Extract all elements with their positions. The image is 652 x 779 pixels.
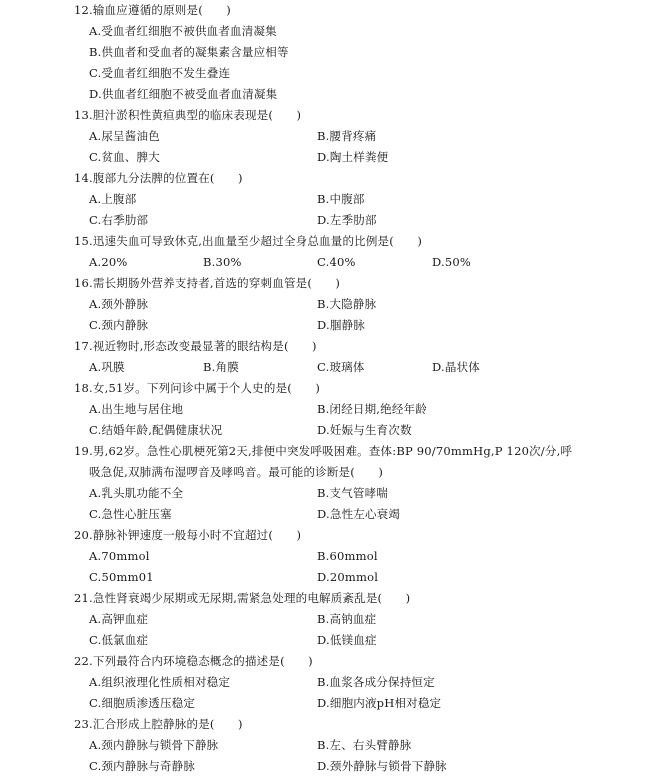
question-21-option-d: D.低镁血症 (317, 633, 377, 647)
question-16-option-a: A.颈外静脉 (89, 297, 149, 311)
question-19-option-d: D.急性左心衰竭 (317, 507, 401, 521)
question-21-option-c: C.低氯血症 (89, 633, 149, 647)
question-23-stem: 23.汇合形成上腔静脉的是( ) (74, 717, 243, 731)
question-14-option-b: B.中腹部 (317, 192, 365, 206)
question-22-option-b: B.血浆各成分保持恒定 (317, 675, 435, 689)
question-17-option-d: D.晶状体 (432, 360, 480, 374)
question-19-stem: 19.男,62岁。急性心肌梗死第2天,排便中突发呼吸困难。查体:BP 90/70mmHg,P 120次/分,呼 (74, 444, 573, 458)
question-14-option-c: C.右季肋部 (89, 213, 149, 227)
question-21-stem: 21.急性肾衰竭少尿期或无尿期,需紧急处理的电解质紊乱是( ) (74, 591, 411, 605)
question-13-option-d: D.陶土样粪便 (317, 150, 389, 164)
question-12-option-a: A.受血者红细胞不被供血者血清凝集 (89, 24, 277, 38)
question-20-stem: 20.静脉补钾速度一般每小时不宜超过( ) (74, 528, 302, 542)
question-19-option-a: A.乳头肌功能不全 (89, 486, 184, 500)
question-17-option-c: C.玻璃体 (317, 360, 365, 374)
question-23-option-b: B.左、右头臂静脉 (317, 738, 412, 752)
question-20-option-c: C.50mm01 (89, 570, 154, 584)
question-13-option-c: C.贫血、脾大 (89, 150, 160, 164)
question-15-option-a: A.20% (89, 255, 128, 269)
question-12-option-b: B.供血者和受血者的凝集素含量应相等 (89, 45, 289, 59)
question-19-option-b: B.支气管哮喘 (317, 486, 389, 500)
question-22-option-a: A.组织液理化性质相对稳定 (89, 675, 231, 689)
question-20-option-b: B.60mmol (317, 549, 378, 563)
question-12-option-c: C.受血者红细胞不发生叠连 (89, 66, 231, 80)
question-13-option-a: A.尿呈酱油色 (89, 129, 160, 143)
question-16-option-d: D.腘静脉 (317, 318, 365, 332)
question-14-option-a: A.上腹部 (89, 192, 137, 206)
question-16-option-b: B.大隐静脉 (317, 297, 377, 311)
question-20-option-d: D.20mmol (317, 570, 379, 584)
question-22-stem: 22.下列最符合内环境稳态概念的描述是( ) (74, 654, 313, 668)
question-18-option-b: B.闭经日期,绝经年龄 (317, 402, 427, 416)
question-15-option-b: B.30% (203, 255, 242, 269)
question-19-stem-continuation: 吸急促,双肺满布湿啰音及哮鸣音。最可能的诊断是( ) (89, 465, 384, 479)
question-17-option-a: A.巩膜 (89, 360, 125, 374)
question-19-option-c: C.急性心脏压塞 (89, 507, 172, 521)
question-15-option-d: D.50% (432, 255, 472, 269)
question-12-option-d: D.供血者红细胞不被受血者血清凝集 (89, 87, 278, 101)
question-18-option-d: D.妊娠与生育次数 (317, 423, 412, 437)
question-23-option-a: A.颈内静脉与锁骨下静脉 (89, 738, 219, 752)
question-20-option-a: A.70mmol (89, 549, 150, 563)
question-22-option-d: D.细胞内液pH相对稳定 (317, 696, 442, 710)
question-14-option-d: D.左季肋部 (317, 213, 377, 227)
question-16-option-c: C.颈内静脉 (89, 318, 149, 332)
question-14-stem: 14.腹部九分法脾的位置在( ) (74, 171, 243, 185)
question-12-stem: 12.输血应遵循的原则是( ) (74, 3, 231, 17)
question-18-stem: 18.女,51岁。下列问诊中属于个人史的是( ) (74, 381, 321, 395)
question-17-option-b: B.角膜 (203, 360, 239, 374)
question-23-option-c: C.颈内静脉与奇静脉 (89, 759, 196, 773)
question-18-option-a: A.出生地与居住地 (89, 402, 184, 416)
question-16-stem: 16.需长期肠外营养支持者,首选的穿刺血管是( ) (74, 276, 341, 290)
question-21-option-b: B.高钠血症 (317, 612, 377, 626)
question-18-option-c: C.结婚年龄,配偶健康状况 (89, 423, 223, 437)
question-17-stem: 17.视近物时,形态改变最显著的眼结构是( ) (74, 339, 317, 353)
question-22-option-c: C.细胞质渗透压稳定 (89, 696, 196, 710)
question-23-option-d: D.颈外静脉与锁骨下静脉 (317, 759, 447, 773)
question-15-option-c: C.40% (317, 255, 356, 269)
question-13-option-b: B.腰背疼痛 (317, 129, 377, 143)
question-15-stem: 15.迅速失血可导致休克,出血量至少超过全身总血量的比例是( ) (74, 234, 423, 248)
question-21-option-a: A.高钾血症 (89, 612, 149, 626)
question-13-stem: 13.胆汁淤积性黄疸典型的临床表现是( ) (74, 108, 302, 122)
